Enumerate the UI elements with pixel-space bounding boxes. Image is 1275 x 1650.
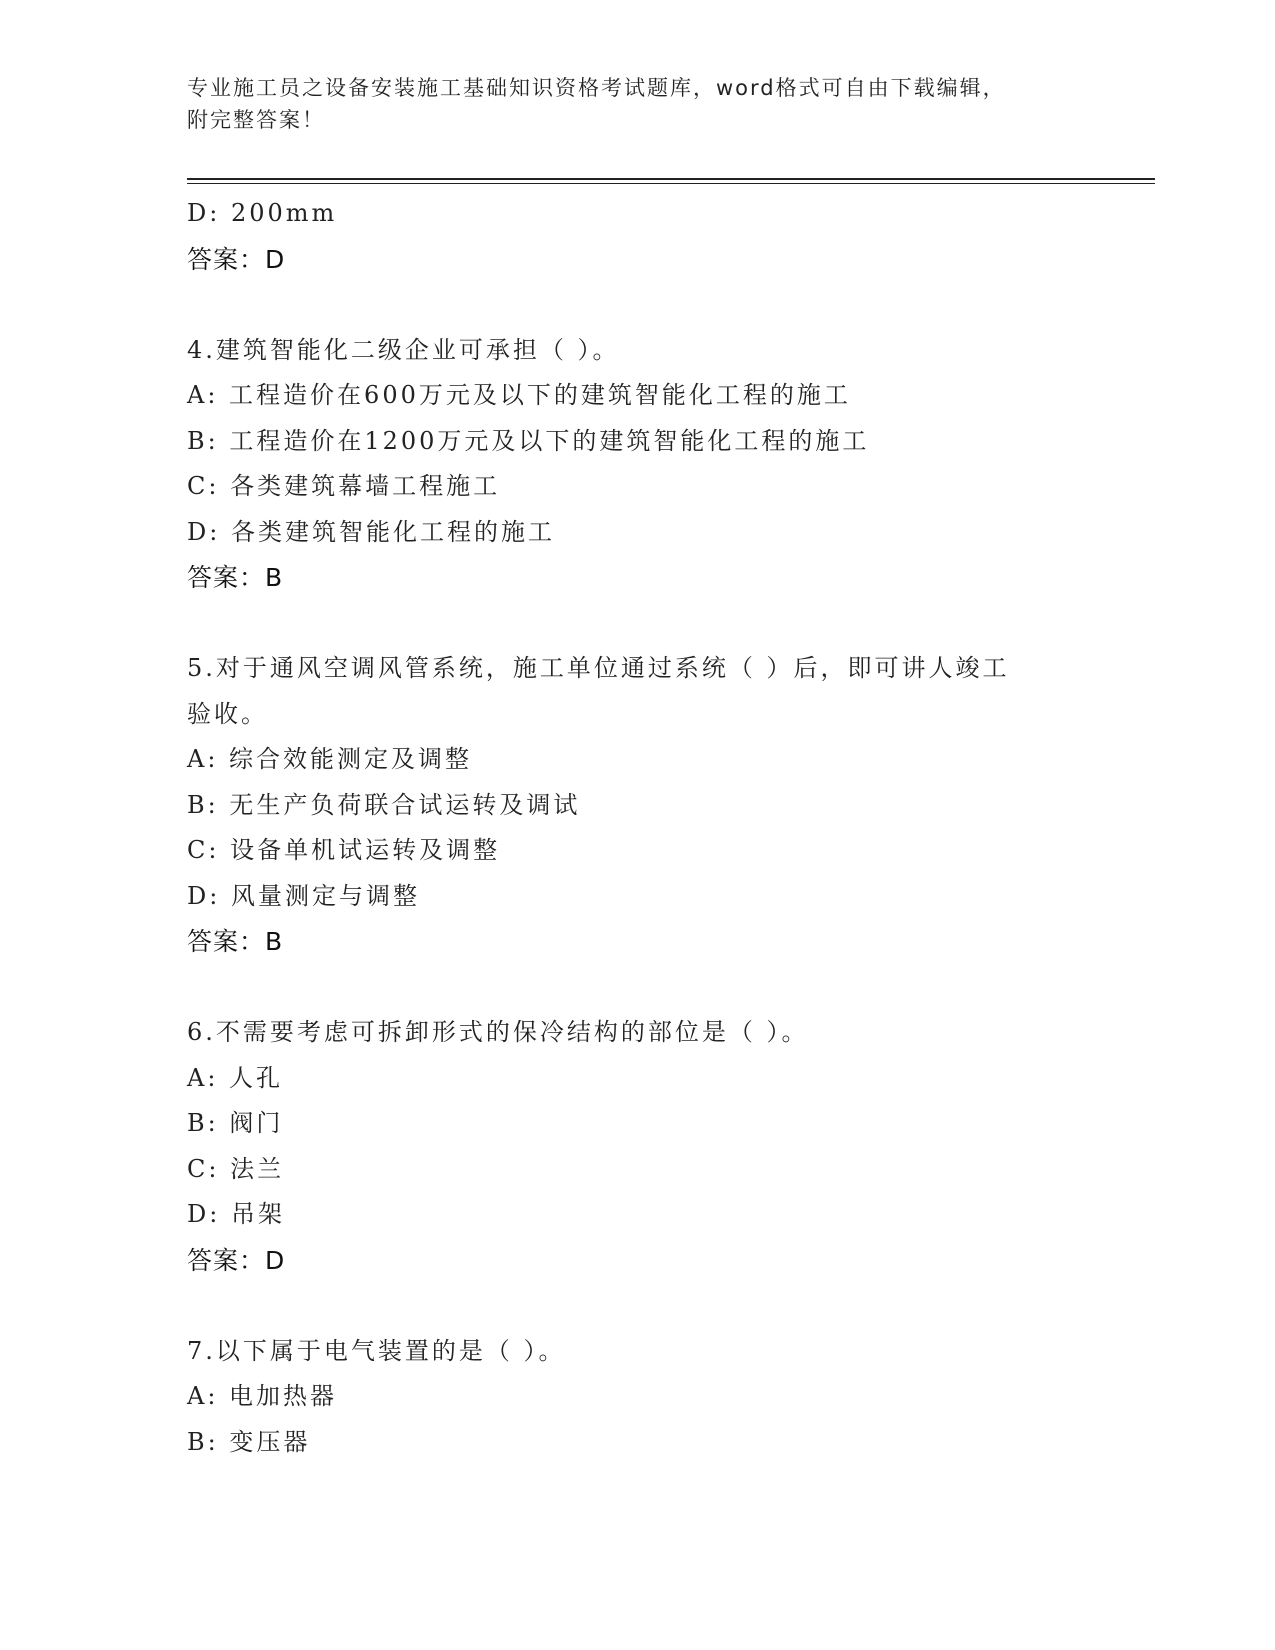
option-b: B: 无生产负荷联合试运转及调试 xyxy=(187,790,581,819)
header-divider-thick xyxy=(187,178,1155,180)
document-header xyxy=(187,72,1087,136)
option-a: A: 电加热器 xyxy=(187,1382,338,1410)
question-stem: 4.建筑智能化二级企业可承担（ ）。 xyxy=(187,335,620,364)
answer: 答案：D xyxy=(187,1245,286,1275)
spacer xyxy=(187,1283,1107,1329)
question-4 xyxy=(187,328,1107,601)
header-line-2: 附完整答案！ xyxy=(187,108,325,132)
question-6 xyxy=(187,1010,1107,1283)
option-d: D: 各类建筑智能化工程的施工 xyxy=(187,517,555,546)
option-b: B: 阀门 xyxy=(187,1109,284,1137)
option-c: C: 设备单机试运转及调整 xyxy=(187,836,501,864)
option-b: B: 变压器 xyxy=(187,1427,311,1456)
option-c: C: 各类建筑幕墙工程施工 xyxy=(187,472,501,500)
spacer xyxy=(187,601,1107,647)
question-stem-line-1: 5.对于通风空调风管系统，施工单位通过系统（ ）后，即可讲人竣工 xyxy=(187,654,1010,682)
question-stem: 6.不需要考虑可拆卸形式的保冷结构的部位是（ ）。 xyxy=(187,1018,809,1046)
option-a: A: 综合效能测定及调整 xyxy=(187,745,473,773)
spacer xyxy=(187,282,1107,328)
option-d: D: 风量测定与调整 xyxy=(187,881,420,910)
question-5 xyxy=(187,646,1107,965)
header-divider-thin xyxy=(187,183,1155,184)
question-stem-line-2: 验收。 xyxy=(187,699,268,728)
header-line-1: 专业施工员之设备安装施工基础知识资格考试题库，word格式可自由下载编辑， xyxy=(187,76,1006,100)
option-a: A: 工程造价在600万元及以下的建筑智能化工程的施工 xyxy=(187,381,851,409)
question-7 xyxy=(187,1329,1107,1466)
answer: 答案：D xyxy=(187,244,286,274)
question-list xyxy=(187,191,1107,1465)
option-c: C: 法兰 xyxy=(187,1154,285,1183)
answer: 答案：B xyxy=(187,563,284,592)
question-stem: 7.以下属于电气装置的是（ ）。 xyxy=(187,1336,566,1365)
answer: 答案：B xyxy=(187,927,284,956)
option-d: D: 吊架 xyxy=(187,1200,285,1228)
spacer xyxy=(187,965,1107,1011)
option-d: D: 200mm xyxy=(187,199,338,227)
option-a: A: 人孔 xyxy=(187,1063,284,1092)
option-b: B: 工程造价在1200万元及以下的建筑智能化工程的施工 xyxy=(187,426,870,455)
